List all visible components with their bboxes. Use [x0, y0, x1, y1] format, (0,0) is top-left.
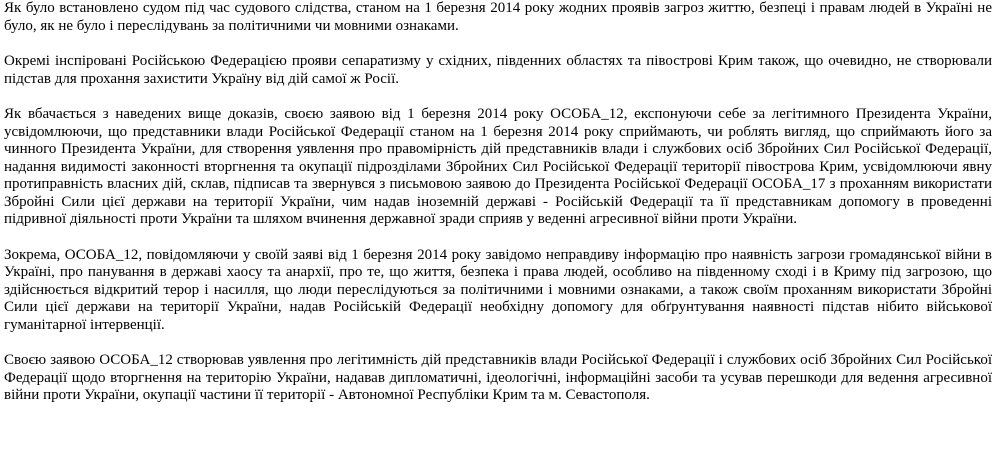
- paragraph-1: Як було встановлено судом під час судового слідства, станом на 1 березня 2014 року жодних проявів загроз життю, безпеці і правам людей в Україні не було, як не було і переслідувань за політичними чи мовними ознаками.: [4, 0, 992, 34]
- paragraph-3: Як вбачається з наведених вище доказів, своєю заявою від 1 березня 2014 року ОСОБА_12, експонуючи себе за легітимного Президента України, усвідомлюючи, що представники влади Російської Федерації станом на 1 березня 2014 року сприймають, чи роблять вигляд, що сприймають його за чинного Президента України, для створення уявлення про правомірність дій представників влади і службових осіб Збройних Сил Російської Федерації, надання видимості законності вторгнення та окупації підрозділами Збройних Сил Російської Федерації території півострова Крим, усвідомлюючи явну протиправність власних дій, склав, підписав та звернувся з письмовою заявою до Президента Російської Федерації ОСОБА_17 з проханням використати Збройні Сили цієї держави на території України, чим надав іноземній державі - Російській Федерації та її представникам допомогу в проведенні підривної діяльності проти України та шляхом вчинення державної зради сприяв у веденні агресивної війни проти України.: [4, 106, 992, 227]
- paragraph-4: Зокрема, ОСОБА_12, повідомляючи у своїй заяві від 1 березня 2014 року завідомо неправдиву інформацію про наявність загрози громадянської війни в Україні, про панування в державі хаосу та анархії, про те, що життя, безпека і права людей, особливо на південному сході і в Криму під загрозою, що здійснюється відкритий терор і насилля, що люди переслідуються за політичними і мовними ознаками, а також своїм проханням використати Збройні Сили цієї держави на території України, надав Російській Федерації необхідну допомогу для обґрунтування наявності підстав нібито військової гуманітарної інтервенції.: [4, 246, 992, 333]
- document-body: [4, 0, 992, 405]
- paragraph-5: Своєю заявою ОСОБА_12 створював уявлення про легітимність дій представників влади Російської Федерації і службових осіб Збройних Сил Російської Федерації щодо вторгнення на територію України, надавав дипломатичні, ідеологічні, інформаційні засоби та усував перешкоди для ведення агресивної війни проти України, окупації частини її території - Автономної Республіки Крим та м. Севастополя.: [4, 352, 992, 403]
- paragraph-2: Окремі інспіровані Російською Федерацією прояви сепаратизму у східних, південних областях та півострові Крим також, що очевидно, не створювали підстав для прохання захистити Україну від дій самої ж Росії.: [4, 53, 992, 87]
